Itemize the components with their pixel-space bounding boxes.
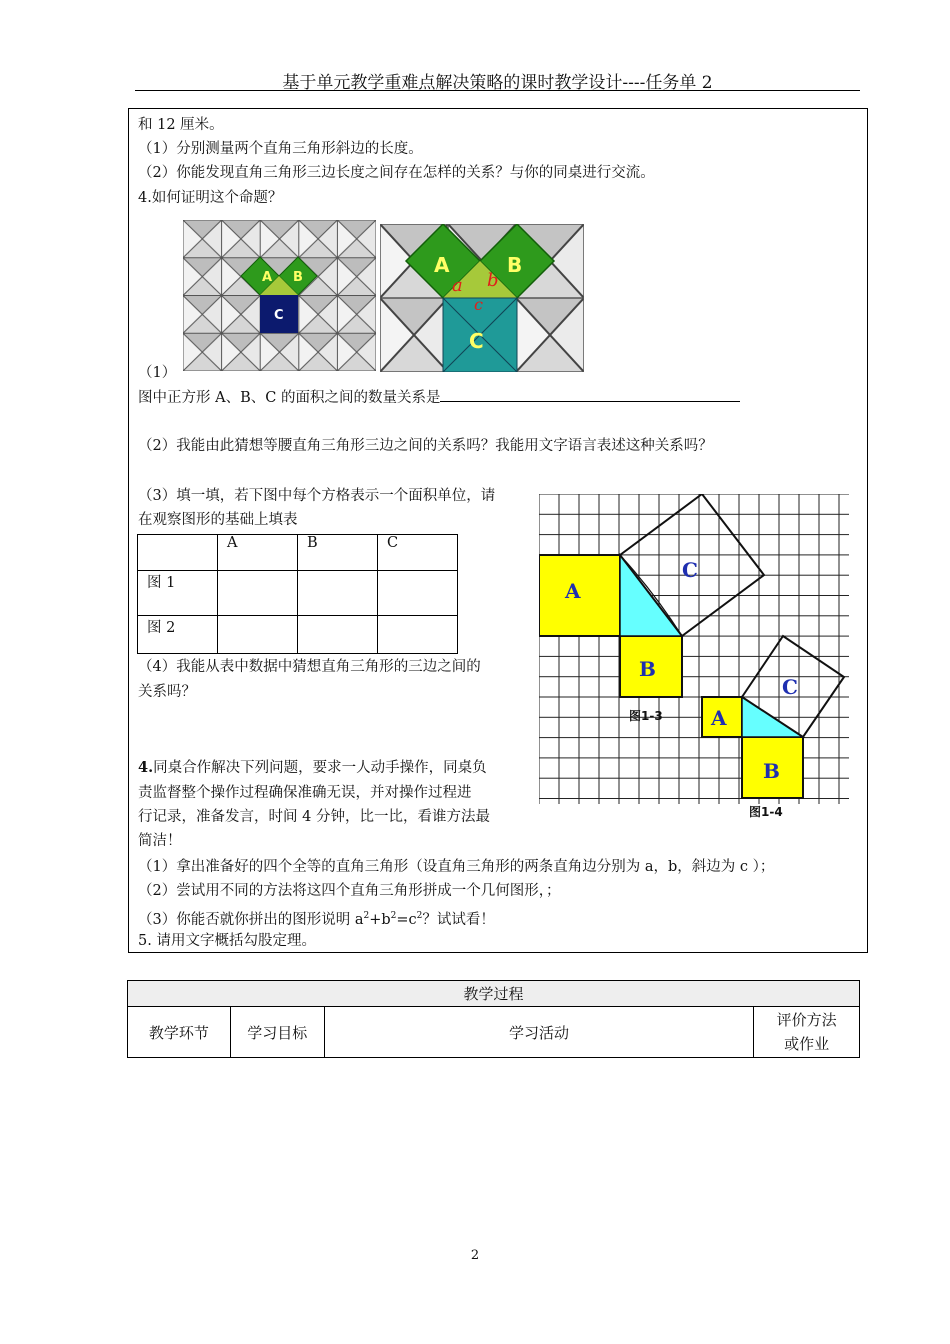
q3-part1: （1）分别测量两个直角三角形斜边的长度。 [138, 141, 423, 157]
table-header-empty [138, 535, 218, 571]
coop-line3: 行记录，准备发言，时间 4 分钟，比一比，看谁方法最 [138, 809, 490, 825]
process-col-activity: 学习活动 [324, 1007, 753, 1058]
q4-heading: 4.如何证明这个命题？ [138, 190, 283, 206]
table-cell[interactable] [218, 571, 298, 616]
tile-figure-right [380, 224, 584, 372]
grid2-caption: 图1-4 [749, 805, 783, 819]
intro-line: 和 12 厘米。 [138, 117, 224, 133]
table-row-label: 图 1 [138, 571, 218, 616]
process-col-evaluation: 评价方法 或作业 [754, 1007, 860, 1058]
process-col-goal: 学习目标 [230, 1007, 324, 1058]
process-col-phase: 教学环节 [128, 1007, 231, 1058]
coop-line1 [138, 758, 487, 778]
fig-right-label-a: A [434, 253, 450, 277]
table-cell[interactable] [298, 571, 378, 616]
part4-line1: （4）我能从表中数据中猜想直角三角形的三边之间的 [138, 659, 481, 675]
process-table [127, 980, 860, 1058]
fig-left-label-b: B [293, 270, 303, 285]
page-number: 2 [470, 1248, 480, 1263]
grid-figure [539, 494, 849, 829]
part4-line2: 关系吗？ [138, 684, 196, 700]
table-cell[interactable] [218, 616, 298, 654]
part1-question [138, 387, 740, 408]
grid2-label-a: A [711, 706, 727, 730]
task-box [128, 108, 868, 953]
process-title: 教学过程 [128, 981, 860, 1007]
grid2-label-c: C [782, 675, 798, 699]
q3-part2: （2）你能发现直角三角形三边长度之间存在怎样的关系？与你的同桌进行交流。 [138, 165, 655, 181]
coop-line1-text: 同桌合作解决下列问题，要求一人动手操作，同桌负 [153, 760, 487, 776]
table-cell[interactable] [378, 571, 458, 616]
fig-left-label-c: C [274, 308, 284, 323]
part3-line2: 在观察图形的基础上填表 [138, 512, 298, 528]
part2-question: （2）我能由此猜想等腰直角三角形三边之间的关系吗？我能用文字语言表述这种关系吗？ [138, 438, 713, 454]
fig-right-side-a: a [452, 275, 463, 296]
table-header-a: A [218, 535, 298, 571]
fill-in-table [137, 534, 458, 654]
coop-item1: （1）拿出准备好的四个全等的直角三角形（设直角三角形的两条直角边分别为 a，b，斜边为 c ）； [138, 859, 775, 875]
answer-blank[interactable] [440, 387, 740, 402]
part3-line1: （3）填一填，若下图中每个方格表示一个面积单位，请 [138, 488, 496, 504]
table-header-c: C [378, 535, 458, 571]
table-row-label: 图 2 [138, 616, 218, 654]
fig-right-label-b: B [507, 253, 523, 277]
grid1-label-a: A [565, 579, 581, 603]
fig-right-label-c: C [469, 329, 484, 353]
fig-right-side-c: c [474, 295, 483, 314]
table-header-b: B [298, 535, 378, 571]
fig-left-label-a: A [262, 270, 273, 285]
part1-text: 图中正方形 A、B、C 的面积之间的数量关系是 [138, 390, 441, 406]
coop-line2: 责监督整个操作过程确保准确无误，并对操作过程进 [138, 785, 472, 801]
page-header: 基于单元教学重难点解决策略的课时教学设计----任务单 2 [282, 73, 713, 93]
table-cell[interactable] [298, 616, 378, 654]
table-cell[interactable] [378, 616, 458, 654]
q5: 5. 请用文字概括勾股定理。 [138, 933, 316, 949]
coop-item3: （3）你能否就你拼出的图形说明 $a^2+b^2=c^2$？试试看！ [138, 911, 495, 928]
coop-number: 4. [138, 759, 154, 776]
grid1-caption: 图1-3 [629, 709, 663, 723]
tile-figure-left [183, 220, 376, 371]
grid1-label-c: C [682, 558, 698, 582]
fig-right-side-b: b [487, 270, 499, 291]
grid1-label-b: B [639, 657, 656, 681]
coop-line4: 简洁！ [138, 833, 182, 849]
coop-item2: （2）尝试用不同的方法将这四个直角三角形拼成一个几何图形，； [138, 883, 561, 899]
header-rule [135, 90, 860, 91]
part1-number: （1） [138, 365, 177, 381]
grid2-label-b: B [763, 759, 780, 783]
